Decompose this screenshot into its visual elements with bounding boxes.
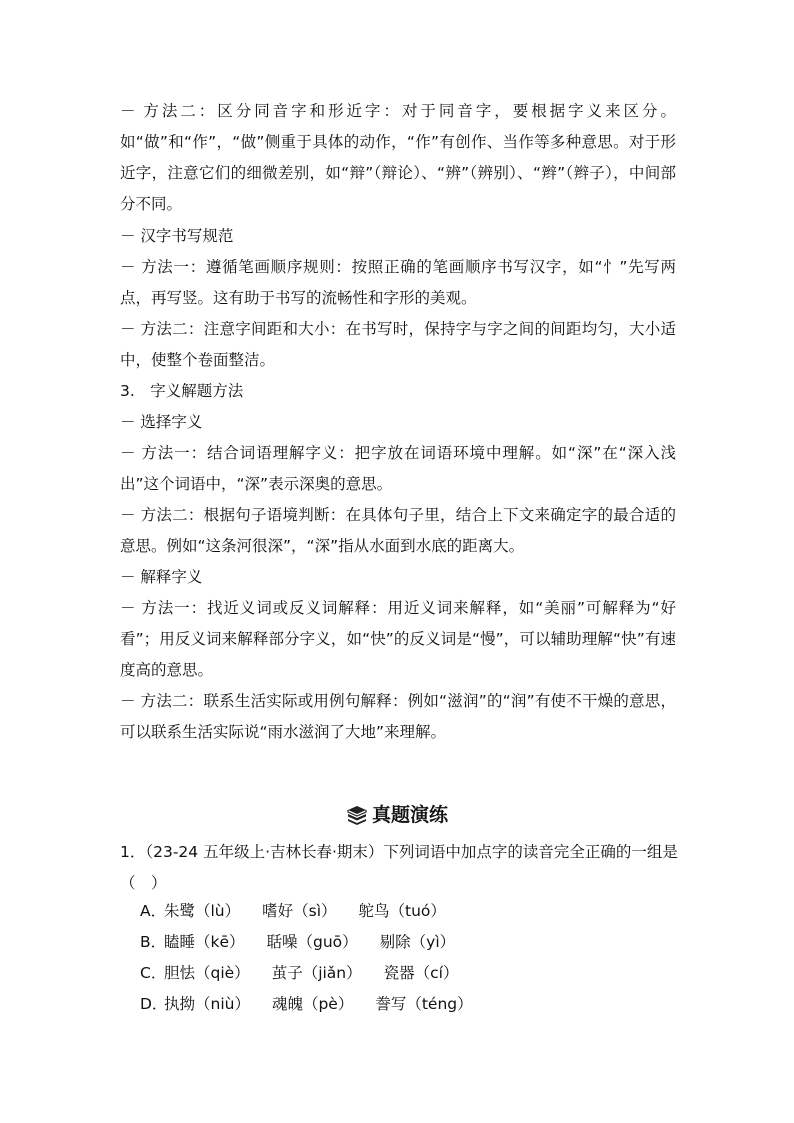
section-title [0,800,794,834]
option-word: 朱鹭（lù） [164,902,241,920]
heading-choose-meaning: － 选择字义 [120,413,203,431]
option-a[interactable] [140,896,468,927]
option-letter: B． [140,933,167,951]
option-letter: A． [140,902,167,920]
option-word: 嗜好（sì） [262,902,337,920]
option-word: 瞌睡（kē） [164,933,245,951]
option-word: 瓷器（cí） [383,964,459,982]
option-word: 茧子（jiǎn） [271,964,362,982]
option-word: 誊写（téng） [375,995,473,1013]
option-c[interactable] [140,958,480,989]
option-b[interactable] [140,927,477,958]
paragraph-stroke-order: － 方法一：遵循笔画顺序规则：按照正确的笔画顺序书写汉字，如“忄”先写两点，再写竖。这有助于书写的流畅性和字形的美观。 [120,258,676,307]
heading-writing-standards: － 汉字书写规范 [120,227,234,245]
heading-meaning-methods: 3. 字义解题方法 [120,382,244,400]
option-word: 剔除（yì） [379,933,456,951]
paragraph-word-context: － 方法一：结合词语理解字义：把字放在词语环境中理解。如“深”在“深入浅出”这个词语中，“深”表示深奥的意思。 [120,444,676,493]
option-word: 魂魄（pè） [271,995,354,1013]
option-word: 胆怯（qiè） [164,964,250,982]
paragraph-method-homophones: － 方法二：区分同音字和形近字：对于同音字，要根据字义来区分。如“做”和“作”，“做”侧重于具体的动作，“作”有创作、当作等多种意思。对于形近字，注意它们的细微差别，如“辩”（辩论）、“辨”（辨别）、“辫”（辫子），中间部分不同。 [120,102,676,213]
book-stack-icon [346,804,368,834]
paragraph-real-life: － 方法二：联系生活实际或用例句解释：例如“滋润”的“润”有使不干燥的意思，可以联系生活实际说“雨水滋润了大地”来理解。 [120,692,676,741]
option-word: 执拗（niù） [164,995,250,1013]
section-title-text: 真题演练 [371,804,448,826]
heading-explain-meaning: － 解释字义 [120,568,203,586]
paragraph-spacing-size: － 方法二：注意字间距和大小：在书写时，保持字与字之间的间距均匀，大小适中，使整个卷面整洁。 [120,320,676,369]
question-stem: 1．（23-24 五年级上·吉林长春·期末）下列词语中加点字的读音完全正确的一组是（ ） [120,843,678,892]
option-d[interactable] [140,989,495,1020]
option-word: 鸵鸟（tuó） [358,902,446,920]
option-word: 聒噪（guō） [266,933,358,951]
paragraph-synonym-antonym: － 方法一：找近义词或反义词解释：用近义词来解释，如“美丽”可解释为“好看”；用反义词来解释部分字义，如“快”的反义词是“慢”，可以辅助理解“快”有速度高的意思。 [120,599,676,679]
paragraph-sentence-context: － 方法二：根据句子语境判断：在具体句子里，结合上下文来确定字的最合适的意思。例如“这条河很深”，“深”指从水面到水底的距离大。 [120,506,676,555]
option-letter: C． [140,964,167,982]
option-letter: D． [140,995,168,1013]
